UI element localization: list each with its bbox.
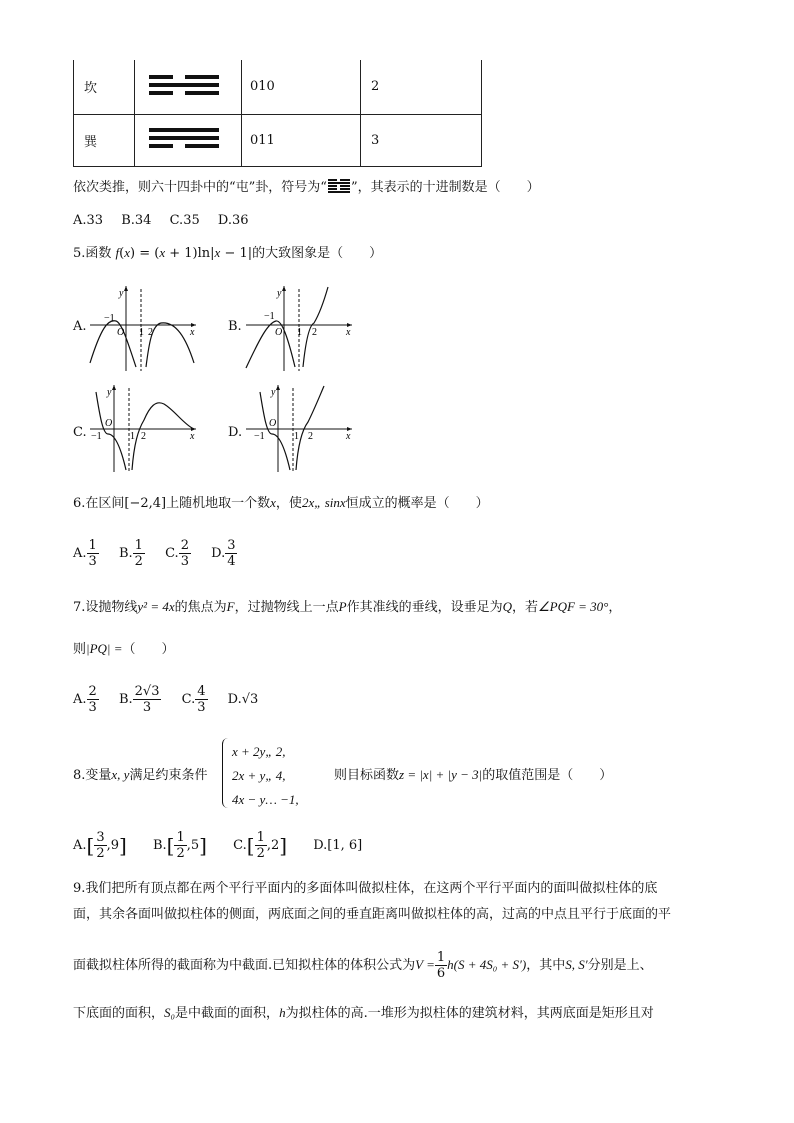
q9-line4: 下底面的面积，S₀是中截面的面积，h为拟柱体的高.一堆形为拟柱体的建筑材料，其两底面是矩形且对 — [73, 1005, 654, 1021]
q9-line3: 面截拟柱体所得的截面称为中截面.已知拟柱体的体积公式为V = $\frac{1}{6}$ h(S + 4S₀ + S′)，其中S, S′分别是上、 — [73, 950, 653, 981]
option-b[interactable]: B.[ $\frac{1}{2}$ ,5] — [152, 830, 207, 861]
option-d[interactable]: D. $\frac{3}{4}$ — [211, 538, 236, 569]
kan-symbol-icon — [135, 65, 241, 105]
q6-interval: [−2,4] — [124, 496, 167, 511]
y-axis-arrow-icon — [276, 385, 280, 390]
q5-option-c-label[interactable]: C. — [73, 425, 87, 440]
hexagram-decimal: 2 — [361, 60, 482, 114]
q5-function: f — [115, 245, 120, 260]
option-c[interactable]: C. $\frac{2}{3}$ — [165, 538, 189, 569]
q4-text: 依次类推，则六十四卦中的“屯”卦，符号为“ ”，其表示的十进制数是（ ） — [73, 180, 540, 195]
q9-line1: 9.我们把所有顶点都在两个平行平面内的多面体叫做拟柱体，在这两个平行平面内的面叫做拟柱体的底 — [73, 881, 658, 896]
origin-label: O — [117, 327, 125, 338]
hexagram-binary: 010 — [242, 60, 361, 114]
option-c[interactable]: C. $\frac{4}{3}$ — [181, 684, 206, 715]
option-d[interactable]: D.√3 — [227, 692, 259, 707]
option-d[interactable]: D.36 — [217, 213, 249, 228]
y-axis-arrow-icon — [124, 286, 128, 291]
option-d[interactable]: D.[1, 6] — [313, 838, 363, 853]
graph-d[interactable] — [242, 382, 357, 474]
y-axis-arrow-icon — [112, 385, 116, 390]
option-a[interactable]: A.33 — [73, 213, 104, 228]
graph-a[interactable] — [86, 283, 201, 373]
origin-label: O — [269, 418, 277, 429]
option-a[interactable]: A. $\frac{1}{3}$ — [73, 538, 97, 569]
tick-minus-one: −1 — [91, 431, 102, 442]
tick-two: 2 — [141, 431, 146, 442]
tick-minus-one: −1 — [264, 311, 275, 322]
tick-one: 1 — [297, 327, 302, 338]
hexagram-decimal: 3 — [361, 114, 482, 166]
q9-line2: 面，其余各面叫做拟柱体的侧面，两底面之间的垂直距离叫做拟柱体的高，过高的中点且平行于底面的平 — [73, 907, 672, 922]
q6-stem: 6.在区间[−2,4]上随机地取一个数x，使2x„ sinx恒成立的概率是（ ） — [73, 495, 489, 511]
y-label: y — [277, 288, 282, 299]
tick-minus-one: −1 — [254, 431, 265, 442]
x-label: x — [346, 327, 351, 338]
tick-two: 2 — [148, 327, 153, 338]
q6-condition: 2x„ sinx — [301, 495, 346, 510]
tick-minus-one: −1 — [104, 313, 115, 324]
q5-option-a-label[interactable]: A. — [73, 319, 87, 334]
hexagram-table — [73, 60, 482, 167]
q8-prefix: 8.变量x, y满足约束条件 — [73, 767, 208, 783]
q4-options — [73, 212, 249, 230]
x-label: x — [346, 431, 351, 442]
xun-symbol-icon — [135, 118, 241, 158]
q5-stem: 5.函数 f(x) = (x + 1)ln|x − 1|的大致图象是（ ） — [73, 245, 383, 261]
origin-label: O — [275, 327, 283, 338]
option-c[interactable]: C.[ $\frac{1}{2}$ ,2] — [233, 830, 288, 861]
q7-stem: 7.设抛物线y² = 4x的焦点为F，过抛物线上一点P作其准线的垂线，设垂足为Q，若∠PQF = 30°， — [73, 599, 622, 615]
x-label: x — [190, 327, 195, 338]
q8-options — [73, 830, 362, 861]
option-b[interactable]: B. $\frac{1}{2}$ — [118, 538, 143, 569]
q5-option-d-label[interactable]: D. — [228, 425, 243, 440]
graph-c[interactable] — [86, 382, 201, 474]
hexagram-binary: 011 — [242, 114, 361, 166]
hexagram-name: 巽 — [74, 114, 135, 166]
tick-two: 2 — [308, 431, 313, 442]
q7-stem-line2: 则|PQ| =（ ） — [73, 641, 175, 657]
option-b[interactable]: B. $\frac{2√3}{3}$ — [118, 684, 160, 715]
tick-one: 1 — [294, 431, 299, 442]
origin-label: O — [105, 418, 113, 429]
table-row — [74, 60, 482, 114]
y-label: y — [119, 288, 124, 299]
option-a[interactable]: A.[ $\frac{3}{2}$ ,9] — [73, 830, 127, 861]
q7-options — [73, 684, 258, 715]
zhun-symbol-icon — [327, 178, 351, 194]
hexagram-name: 坎 — [74, 60, 135, 114]
y-axis-arrow-icon — [282, 286, 286, 291]
tick-two: 2 — [312, 327, 317, 338]
y-label: y — [107, 387, 112, 398]
option-c[interactable]: C.35 — [169, 213, 200, 228]
q8-tail: 则目标函数z = |x| + |y − 3|的取值范围是（ ） — [334, 767, 613, 783]
tick-one: 1 — [139, 327, 144, 338]
y-label: y — [271, 387, 276, 398]
q5-option-b-label[interactable]: B. — [228, 319, 242, 334]
option-a[interactable]: A. $\frac{2}{3}$ — [73, 684, 97, 715]
hexagram-symbol-kan — [135, 60, 242, 114]
graph-b[interactable] — [242, 283, 357, 373]
table-row — [74, 114, 482, 166]
option-b[interactable]: B.34 — [121, 213, 152, 228]
tick-one: 1 — [130, 431, 135, 442]
x-label: x — [190, 431, 195, 442]
q8-constraints: x + 2y„ 2, 2x + y„ 4, 4x − y… −1, — [232, 744, 299, 807]
q6-options — [73, 538, 237, 569]
hexagram-symbol-xun — [135, 114, 242, 166]
